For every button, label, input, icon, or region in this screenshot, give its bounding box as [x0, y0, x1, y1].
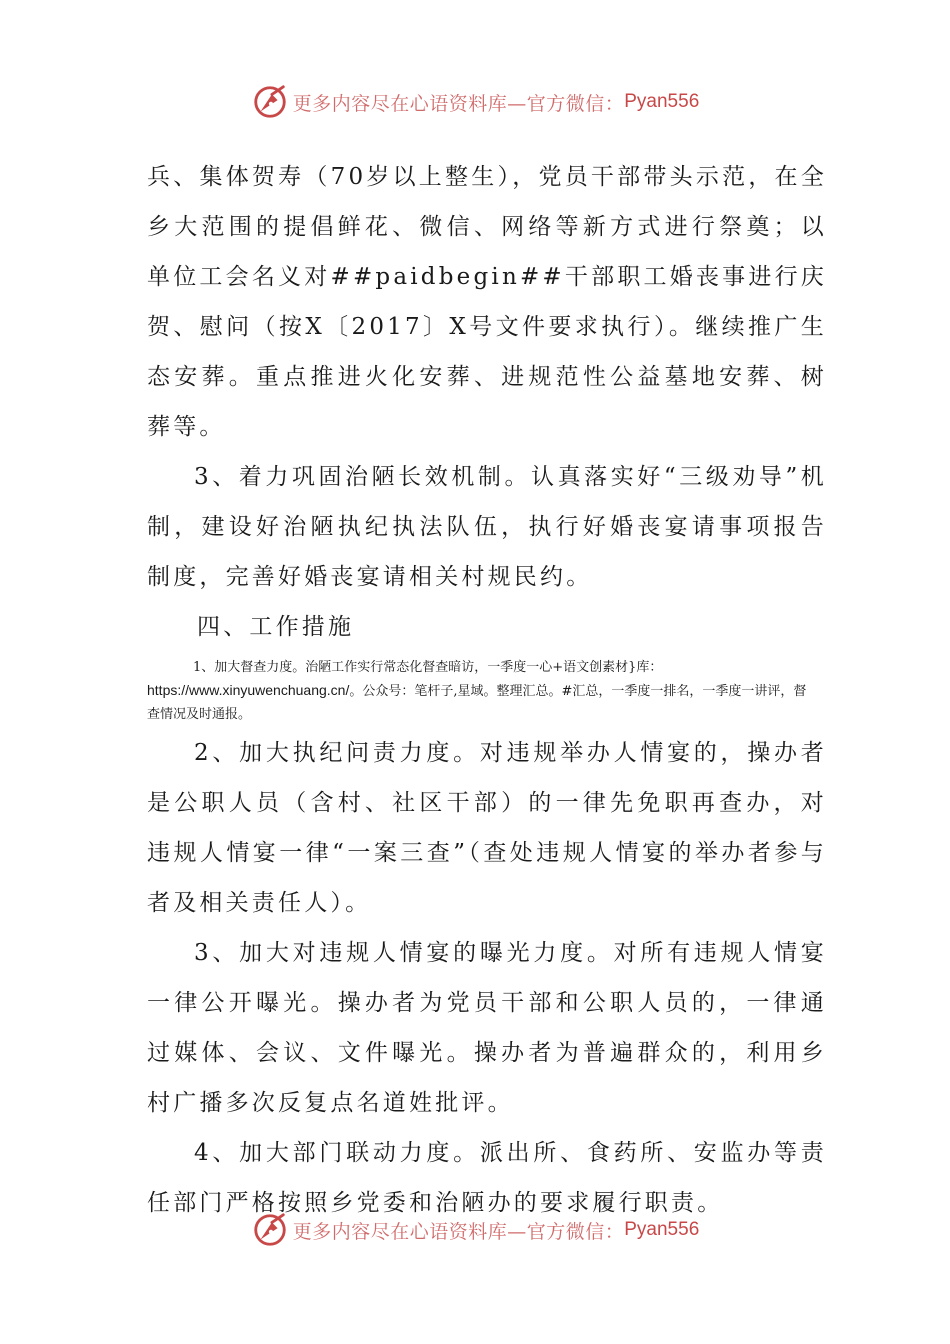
banner-wechat-id: Pyan556 [624, 1219, 700, 1240]
paragraph-4: 3、加大对违规人情宴的曝光力度。对所有违规人情宴一律公开曝光。操办者为党员干部和公职人员的，一律通过媒体、会议、文件曝光。操办者为普遍群众的，利用乡村广播多次反复点名道姓批评。 [147, 940, 827, 1116]
paragraph-2: 3、着力巩固治陋长效机制。认真落实好“三级劝导”机制，建设好治陋执纪执法队伍，执行好婚丧宴请事项报告制度，完善好婚丧宴请相关村规民约。 [147, 464, 827, 590]
banner-text: 更多内容尽在心语资料库—官方微信： [292, 92, 625, 115]
footer-banner [0, 1208, 950, 1252]
paragraph-5: 4、加大部门联动力度。派出所、食药所、安监办等责任部门严格按照乡党委和治陋办的要求履行职责。 [147, 1140, 827, 1216]
banner-text: 更多内容尽在心语资料库—官方微信： [292, 1220, 625, 1243]
banner-wechat-id: Pyan556 [624, 91, 700, 112]
header-banner [0, 80, 950, 124]
pen-nib-logo-icon [251, 1211, 289, 1249]
small-print-rest: 。公众号：笔杆子,星域。整理汇总。#汇总，一季度一排名，一季度一讲评，督查情况及时通报。 [147, 684, 807, 722]
document-body [147, 152, 827, 1228]
paragraph-1: 兵、集体贺寿（70岁以上整生），党员干部带头示范，在全乡大范围的提倡鲜花、微信、网络等新方式进行祭奠；以单位工会名义对##paidbegin##干部职工婚丧事进行庆贺、慰问（按X〔2017〕X号文件要求执行）。继续推广生态安葬。重点推进火化安葬、进规范性公益墓地安葬、树葬等。 [147, 164, 827, 440]
pen-nib-logo-icon [251, 83, 289, 121]
small-print-url: https://www.xinyuwenchuang.cn/ [147, 682, 350, 698]
section-heading-4: 四、工作措施 [197, 614, 355, 640]
paragraph-3: 2、加大执纪问责力度。对违规举办人情宴的，操办者是公职人员（含村、社区干部）的一律先免职再查办，对违规人情宴一律“一案三查”（查处违规人情宴的举办者参与者及相关责任人）。 [147, 740, 827, 916]
small-print-paragraph [147, 656, 817, 726]
small-print-line-1: 1、加大督查力度。治陋工作实行常态化督查暗访，一季度一心+语文创素材}库： [193, 660, 663, 675]
